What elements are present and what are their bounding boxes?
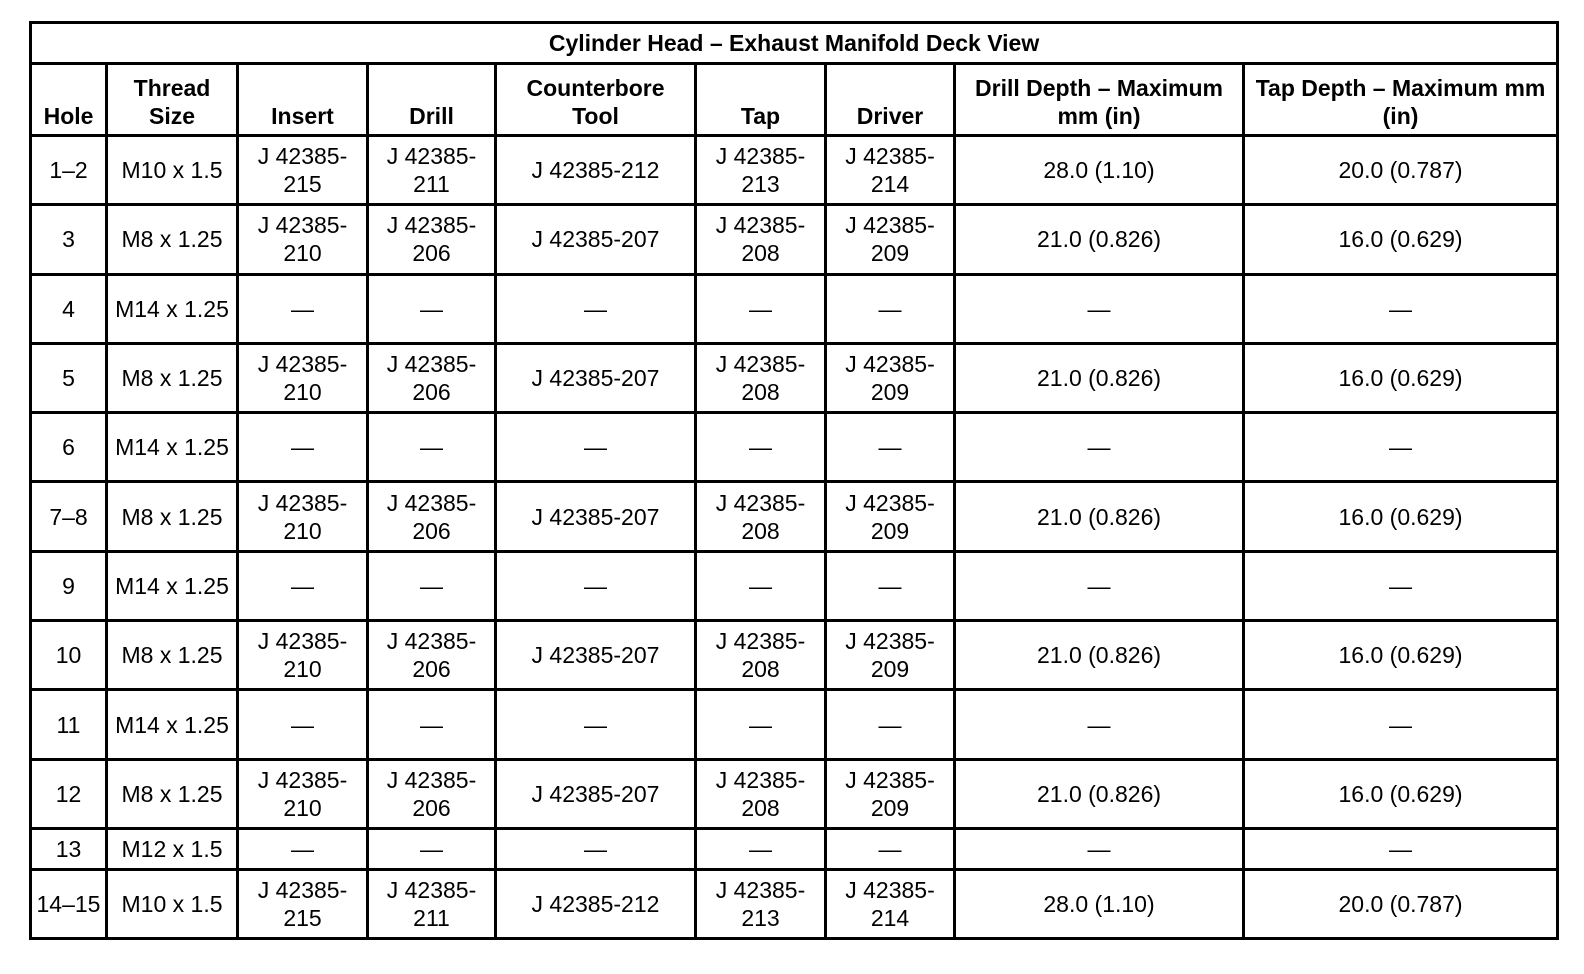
cell-drill-depth: — [955, 413, 1244, 482]
cell-tap: — [696, 551, 826, 620]
table-row [31, 482, 1558, 551]
cell-hole: 4 [31, 274, 107, 343]
column-header-thread-size: Thread Size [107, 64, 238, 136]
column-header-tap: Tap [696, 64, 826, 136]
table-body [31, 136, 1558, 939]
cell-thread-size: M10 x 1.5 [107, 869, 238, 938]
cell-tap-depth: — [1244, 690, 1558, 759]
cell-counterbore-tool: J 42385-207 [496, 343, 696, 412]
cell-drill-depth: 21.0 (0.826) [955, 621, 1244, 690]
cell-driver: — [826, 690, 955, 759]
cell-drill: — [368, 413, 496, 482]
cell-drill-depth: — [955, 828, 1244, 869]
cell-drill-depth: 21.0 (0.826) [955, 205, 1244, 274]
cell-tap-depth: 16.0 (0.629) [1244, 759, 1558, 828]
cell-hole: 9 [31, 551, 107, 620]
column-header-hole: Hole [31, 64, 107, 136]
cell-counterbore-tool: J 42385-207 [496, 482, 696, 551]
cell-drill: J 42385-206 [368, 482, 496, 551]
cell-counterbore-tool: J 42385-207 [496, 759, 696, 828]
cell-driver: J 42385-209 [826, 343, 955, 412]
cell-tap: J 42385-208 [696, 621, 826, 690]
cell-driver: J 42385-209 [826, 482, 955, 551]
cell-tap-depth: 16.0 (0.629) [1244, 343, 1558, 412]
cell-counterbore-tool: — [496, 551, 696, 620]
cell-drill: J 42385-206 [368, 759, 496, 828]
cell-counterbore-tool: J 42385-212 [496, 869, 696, 938]
cell-insert: — [238, 690, 368, 759]
cell-driver: J 42385-209 [826, 621, 955, 690]
cell-insert: J 42385-210 [238, 621, 368, 690]
cell-drill-depth: — [955, 551, 1244, 620]
cell-drill: J 42385-206 [368, 343, 496, 412]
cell-driver: J 42385-209 [826, 205, 955, 274]
cell-thread-size: M8 x 1.25 [107, 621, 238, 690]
cell-drill: — [368, 690, 496, 759]
cell-hole: 7–8 [31, 482, 107, 551]
cell-hole: 13 [31, 828, 107, 869]
cell-thread-size: M8 x 1.25 [107, 482, 238, 551]
cell-thread-size: M8 x 1.25 [107, 343, 238, 412]
cell-tap-depth: 16.0 (0.629) [1244, 482, 1558, 551]
cell-drill-depth: 21.0 (0.826) [955, 343, 1244, 412]
cell-thread-size: M14 x 1.25 [107, 690, 238, 759]
cell-hole: 14–15 [31, 869, 107, 938]
cell-counterbore-tool: — [496, 690, 696, 759]
cell-tap-depth: — [1244, 274, 1558, 343]
spec-table [29, 21, 1559, 940]
cell-drill: J 42385-211 [368, 136, 496, 205]
cell-insert: J 42385-210 [238, 482, 368, 551]
cell-thread-size: M10 x 1.5 [107, 136, 238, 205]
cell-hole: 1–2 [31, 136, 107, 205]
cell-drill-depth: 21.0 (0.826) [955, 482, 1244, 551]
cell-tap: J 42385-208 [696, 759, 826, 828]
cell-drill: J 42385-211 [368, 869, 496, 938]
column-header-drill: Drill [368, 64, 496, 136]
cell-thread-size: M8 x 1.25 [107, 205, 238, 274]
cell-driver: — [826, 828, 955, 869]
cell-drill-depth: 28.0 (1.10) [955, 136, 1244, 205]
cell-insert: J 42385-210 [238, 759, 368, 828]
cell-drill: — [368, 828, 496, 869]
cell-tap: J 42385-213 [696, 869, 826, 938]
cell-insert: J 42385-210 [238, 205, 368, 274]
cell-counterbore-tool: — [496, 274, 696, 343]
cell-drill: J 42385-206 [368, 205, 496, 274]
cell-driver: J 42385-214 [826, 869, 955, 938]
table-row [31, 621, 1558, 690]
cell-insert: — [238, 413, 368, 482]
cell-tap: J 42385-208 [696, 343, 826, 412]
cell-hole: 10 [31, 621, 107, 690]
column-header-counterbore-tool: Counterbore Tool [496, 64, 696, 136]
cell-drill: — [368, 551, 496, 620]
cell-hole: 6 [31, 413, 107, 482]
cell-tap: — [696, 274, 826, 343]
column-header-driver: Driver [826, 64, 955, 136]
cell-tap-depth: 16.0 (0.629) [1244, 205, 1558, 274]
cell-counterbore-tool: — [496, 828, 696, 869]
table-row [31, 343, 1558, 412]
cell-insert: J 42385-210 [238, 343, 368, 412]
cell-tap-depth: — [1244, 828, 1558, 869]
cell-tap-depth: — [1244, 413, 1558, 482]
cell-drill: J 42385-206 [368, 621, 496, 690]
cell-tap: — [696, 690, 826, 759]
cell-tap-depth: 16.0 (0.629) [1244, 621, 1558, 690]
cell-driver: — [826, 413, 955, 482]
cell-driver: J 42385-209 [826, 759, 955, 828]
cell-hole: 12 [31, 759, 107, 828]
cell-tap-depth: — [1244, 551, 1558, 620]
cell-insert: — [238, 828, 368, 869]
table-row [31, 274, 1558, 343]
cell-hole: 5 [31, 343, 107, 412]
cell-drill-depth: — [955, 690, 1244, 759]
cell-thread-size: M8 x 1.25 [107, 759, 238, 828]
cell-drill: — [368, 274, 496, 343]
cell-thread-size: M14 x 1.25 [107, 413, 238, 482]
table-title: Cylinder Head – Exhaust Manifold Deck View [31, 23, 1558, 64]
cell-tap-depth: 20.0 (0.787) [1244, 869, 1558, 938]
cell-counterbore-tool: J 42385-207 [496, 621, 696, 690]
cell-counterbore-tool: J 42385-212 [496, 136, 696, 205]
cell-thread-size: M12 x 1.5 [107, 828, 238, 869]
cell-drill-depth: 21.0 (0.826) [955, 759, 1244, 828]
cell-insert: J 42385-215 [238, 136, 368, 205]
cell-tap: — [696, 828, 826, 869]
cell-driver: — [826, 551, 955, 620]
cell-drill-depth: — [955, 274, 1244, 343]
cell-tap: J 42385-208 [696, 482, 826, 551]
table-row [31, 413, 1558, 482]
cell-tap: — [696, 413, 826, 482]
table-row [31, 136, 1558, 205]
cell-hole: 3 [31, 205, 107, 274]
cell-insert: — [238, 274, 368, 343]
cell-insert: J 42385-215 [238, 869, 368, 938]
table-row [31, 828, 1558, 869]
cell-counterbore-tool: — [496, 413, 696, 482]
cell-tap-depth: 20.0 (0.787) [1244, 136, 1558, 205]
table-row [31, 869, 1558, 938]
table-row [31, 205, 1558, 274]
cell-hole: 11 [31, 690, 107, 759]
cell-tap: J 42385-213 [696, 136, 826, 205]
cell-tap: J 42385-208 [696, 205, 826, 274]
cell-insert: — [238, 551, 368, 620]
column-header-insert: Insert [238, 64, 368, 136]
cell-driver: — [826, 274, 955, 343]
cell-drill-depth: 28.0 (1.10) [955, 869, 1244, 938]
table-row [31, 759, 1558, 828]
cell-counterbore-tool: J 42385-207 [496, 205, 696, 274]
table-row [31, 551, 1558, 620]
cell-driver: J 42385-214 [826, 136, 955, 205]
cell-thread-size: M14 x 1.25 [107, 551, 238, 620]
column-header-drill-depth: Drill Depth – Maximum mm (in) [955, 64, 1244, 136]
cell-thread-size: M14 x 1.25 [107, 274, 238, 343]
table-row [31, 690, 1558, 759]
column-header-tap-depth: Tap Depth – Maximum mm (in) [1244, 64, 1558, 136]
